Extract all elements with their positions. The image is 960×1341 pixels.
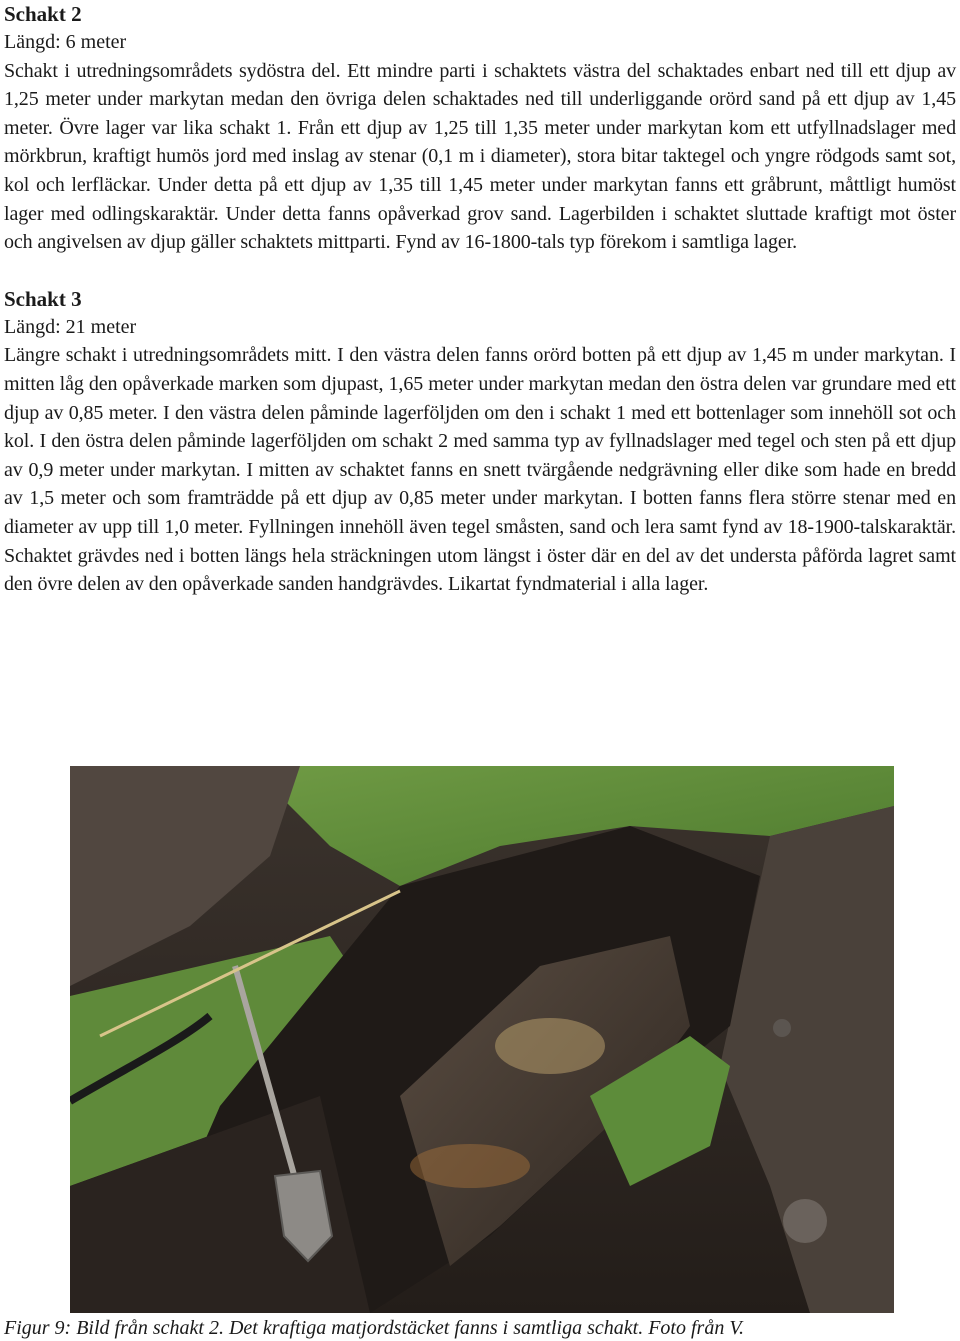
schakt-2-title: Schakt 2: [4, 2, 82, 26]
schakt-2-location: Schakt i utredningsområdets sydöstra del.: [4, 59, 341, 82]
sand-patch: [495, 1018, 605, 1074]
rock: [773, 1019, 791, 1037]
schakt-3-body: Längre schakt i utredningsområdets mitt. I den västra delen fanns orörd botten på ett djup av 1,45 m under markytan. I mitten låg den opåverkade marken som djupast, 1,65 meter under markytan medan den östra delen var grundare med ett djup av 0,85 meter. I den västra delen påminde lagerföljden om den i schakt 1 med ett bottenlager som innehöll sot och kol. I den östra delen påminde lagerföljden om schakt 2 med samma typ av fyllnadslager med tegel och sten på ett djup av 0,9 meter under markytan. I mitten av schaktet fanns en snett tvärgående nedgrävning eller dike som hade en bredd av 1,5 meter och som framträdde på ett djup av 0,85 meter under markytan. I botten fanns flera större stenar med en diameter av upp till 1,0 meter. Fyllningen innehöll även tegel småsten, sand och lera samt fynd av 18-1900-talskaraktär. Schaktet grävdes ned i botten längs hela sträckningen utom längst i öster där en del av det understa påförda lagret samt den övre delen av den opåverkade sanden handgrävdes. Likartat fyndmaterial i alla lager.: [4, 344, 956, 596]
section-spacer: [4, 257, 956, 285]
schakt-2-description: Ett mindre parti i schaktets västra del schaktades enbart ned till ett djup av 1,25 meter under markytan medan den övriga delen schaktades ned till underliggande orörd sand på ett djup av 1,45 meter. Övre lager var lika schakt 1. Från ett djup av 1,25 till 1,35 meter under markytan kom ett utfyllnadslager med mörkbrun, kraftigt humös jord med inslag av stenar (0,1 m i diameter), stora bitar taktegel och yngre rödgods samt sot, kol och lerfläckar. Under detta på ett djup av 1,35 till 1,45 meter under markytan fanns ett gråbrunt, måttligt humöst lager med odlingskaraktär. Under detta fanns opåverkad grov sand. Lagerbilden i schaktet sluttade kraftigt mot öster och angivelsen av djup gäller schaktets mittparti. Fynd av 16-1800-tals typ förekom i samtliga lager.: [4, 59, 957, 254]
schakt-2-body: [4, 57, 956, 257]
schakt-3-title: Schakt 3: [4, 286, 82, 311]
figure-caption: Figur 9: Bild från schakt 2. Det kraftiga matjordstäcket fanns i samtliga schakt. Foto från V.: [4, 1317, 744, 1339]
schakt-2-length: Längd: 6 meter: [4, 31, 127, 53]
document-page: [4, 0, 956, 599]
sand-patch: [410, 1144, 530, 1188]
trench-photo-illustration: [70, 766, 894, 1313]
rock: [783, 1199, 827, 1243]
trench-photo: [70, 766, 894, 1313]
schakt-3-length: Längd: 21 meter: [4, 315, 137, 338]
